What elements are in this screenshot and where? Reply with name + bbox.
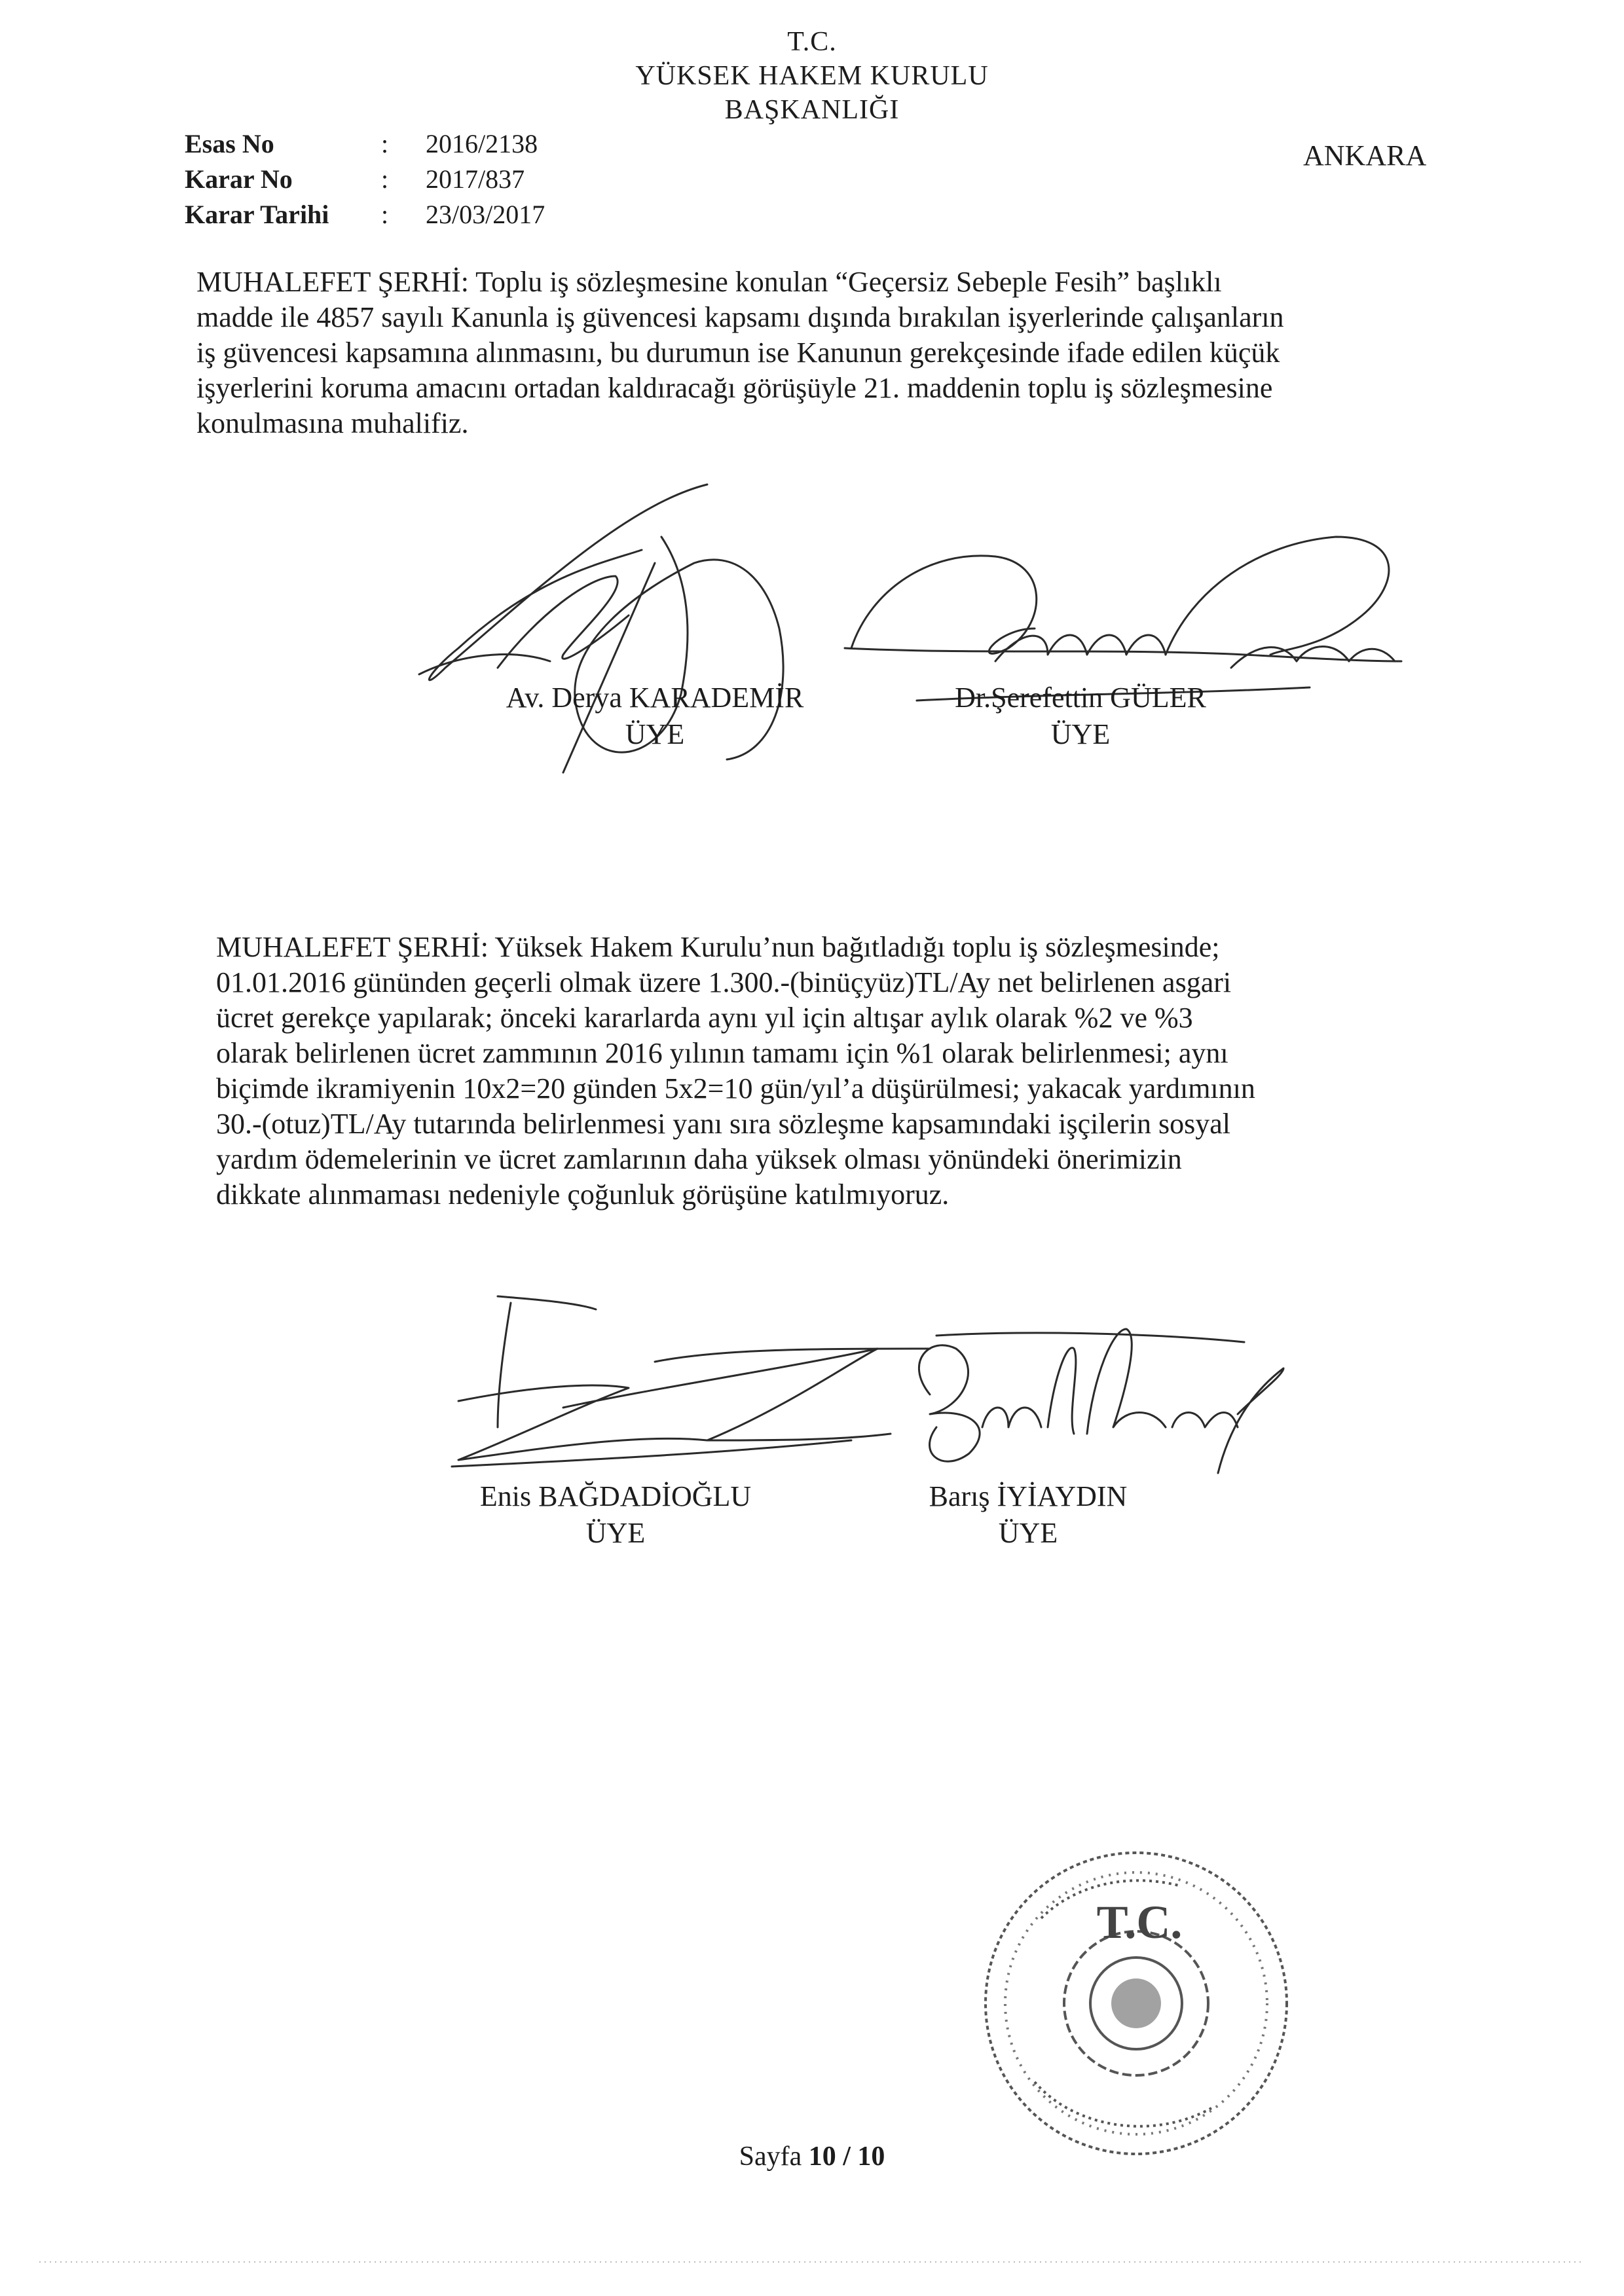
footer-prefix: Sayfa — [739, 2141, 802, 2172]
dissent-2-line: ücret gerekçe yapılarak; önceki kararlarda aynı yıl için altışar aylık olarak %2 ve %3 — [216, 1002, 1193, 1034]
header-tc: T.C. — [787, 27, 837, 57]
signature-bagdadioglu — [452, 1296, 930, 1467]
dissent-2-line: yardım ödemelerinin ve ücret zamlarının daha yüksek olması yönündeki önerimizin — [216, 1143, 1182, 1175]
signatory-role-bagdadioglu: ÜYE — [585, 1517, 646, 1549]
signatory-name-guler: Dr.Şerefettin GÜLER — [955, 682, 1206, 714]
city-label: ANKARA — [1303, 139, 1427, 172]
esas-no-value: 2016/2138 — [426, 129, 538, 158]
dissent-2-paragraph — [216, 930, 1428, 1212]
karar-tarihi-label: Karar Tarihi — [185, 200, 329, 229]
signatory-role-karademir: ÜYE — [625, 718, 685, 750]
footer-page-number: 10 / 10 — [808, 2141, 885, 2172]
dissent-2-line: dikkate alınmaması nedeniyle çoğunluk görüşüne katılmıyoruz. — [216, 1178, 950, 1211]
signatory-name-bagdadioglu: Enis BAĞDADİOĞLU — [479, 1480, 752, 1512]
signature-guler — [845, 537, 1401, 701]
dissent-2-line: 01.01.2016 gününden geçerli olmak üzere 1.300.-(binüçyüz)TL/Ay net belirlenen asgari — [216, 966, 1232, 998]
header-institution: YÜKSEK HAKEM KURULU — [635, 61, 989, 91]
karar-tarihi-colon: : — [381, 200, 389, 229]
dissent-2-line: 30.-(otuz)TL/Ay tutarında belirlenmesi yanı sıra sözleşme kapsamındaki işçilerin sosyal — [216, 1108, 1230, 1140]
page-footer — [0, 2141, 1624, 2172]
header-presidency: BAŞKANLIĞI — [724, 95, 900, 125]
official-seal — [986, 1853, 1287, 2154]
dissent-1-line: MUHALEFET ŞERHİ: Toplu iş sözleşmesine konulan “Geçersiz Sebeple Fesih” başlıklı — [196, 266, 1222, 298]
dissent-1-line: işyerlerini koruma amacını ortadan kaldıracağı görüşüyle 21. maddenin toplu iş sözleşmesine — [196, 372, 1273, 404]
signatory-role-guler: ÜYE — [1050, 718, 1111, 750]
dissent-2-line: biçimde ikramiyenin 10x2=20 günden 5x2=10 gün/yıl’a düşürülmesi; yakacak yardımının — [216, 1072, 1255, 1104]
dissent-2-line: olarak belirlenen ücret zammının 2016 yılının tamamı için %1 olarak belirlenmesi; aynı — [216, 1037, 1228, 1069]
signature-iyiaydin — [919, 1329, 1283, 1473]
dissent-2-line: MUHALEFET ŞERHİ: Yüksek Hakem Kurulu’nun bağıtladığı toplu iş sözleşmesinde; — [216, 931, 1220, 963]
esas-no-label: Esas No — [185, 129, 274, 158]
karar-no-label: Karar No — [185, 164, 293, 194]
seal-text: T.C. — [1096, 1896, 1183, 1948]
signatory-name-iyiaydin: Barış İYİAYDIN — [929, 1480, 1128, 1512]
karar-no-value: 2017/837 — [426, 164, 525, 194]
signatory-name-karademir: Av. Derya KARADEMİR — [506, 682, 804, 714]
karar-tarihi-value: 23/03/2017 — [426, 200, 545, 229]
esas-no-colon: : — [381, 129, 389, 158]
dissent-1-line: konulmasına muhalifiz. — [196, 407, 469, 439]
karar-no-colon: : — [381, 164, 389, 194]
dissent-1-line: madde ile 4857 sayılı Kanunla iş güvencesi kapsamı dışında bırakılan işyerlerinde çalışanların — [196, 301, 1284, 333]
dissent-1-line: iş güvencesi kapsamına alınmasını, bu durumun ise Kanunun gerekçesinde ifade edilen küçük — [196, 337, 1280, 369]
signatory-role-iyiaydin: ÜYE — [998, 1517, 1058, 1549]
